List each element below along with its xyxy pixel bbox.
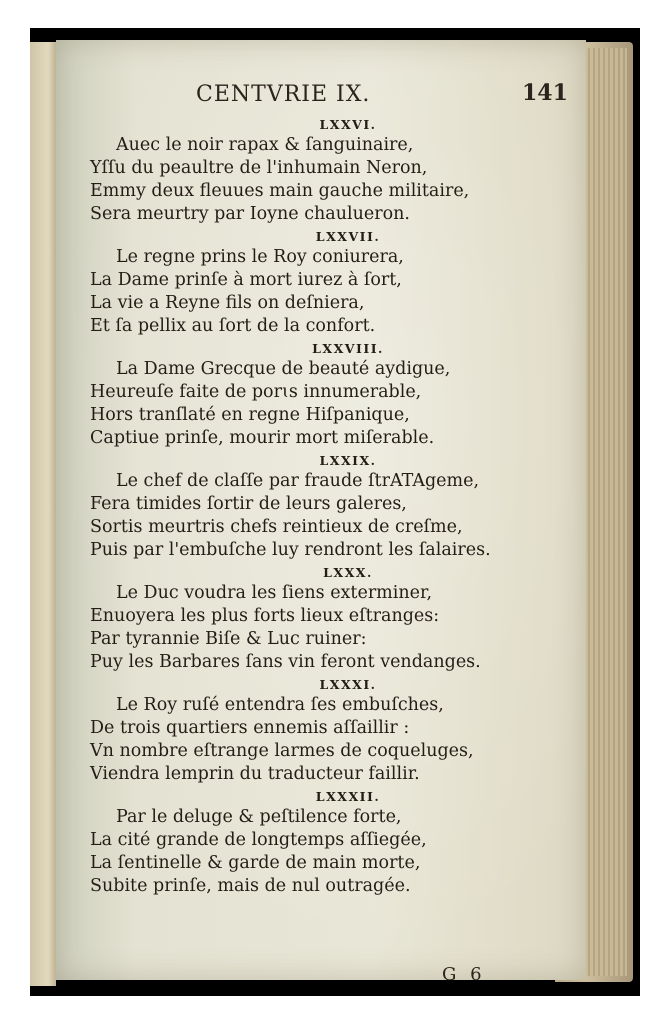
verse-line: La vie a Reyne fils on deſniera, xyxy=(90,293,365,313)
page-number: 141 xyxy=(522,80,568,106)
quatrain xyxy=(90,114,580,226)
quatrain-number: LXXXI. xyxy=(319,677,377,692)
running-title: CENTVRIE IX. xyxy=(196,82,371,107)
verse-line: Auec le noir rapax & ſanguinaire, xyxy=(116,135,414,155)
quatrain xyxy=(90,338,580,450)
left-page-edge xyxy=(30,42,56,986)
verse-line: Heureuſe faite de porɩs innumerable, xyxy=(90,382,422,402)
verse-line: Captiue prinſe, mourir mort miſerable. xyxy=(90,428,435,448)
book-page xyxy=(56,40,586,985)
verse-line: Par tyrannie Biſe & Luc ruiner: xyxy=(90,629,367,649)
verse-line: Le Roy ruſé entendra ſes embuſches, xyxy=(116,695,444,715)
verse-line: Subite prinſe, mais de nul outragée. xyxy=(90,876,411,896)
verse-line: La Dame Grecque de beauté aydigue, xyxy=(116,359,451,379)
verse-text xyxy=(90,114,580,898)
quatrain-number: LXXIX. xyxy=(319,453,377,468)
verse-line: La cité grande de longtemps aſſiegée, xyxy=(90,830,427,850)
quatrain xyxy=(90,226,580,338)
verse-line: Le regne prins le Roy coniurera, xyxy=(116,247,404,267)
verse-line: Emmy deux fleuues main gauche militaire, xyxy=(90,181,470,201)
quatrain-number: LXXVIII. xyxy=(312,341,384,356)
quatrain-number: LXXVII. xyxy=(315,229,381,244)
verse-line: Sortis meurtris chefs reintieux de creſme, xyxy=(90,517,463,537)
verse-line: Viendra lemprin du traducteur faillir. xyxy=(90,764,420,784)
quatrain-number: LXXXII. xyxy=(315,789,381,804)
verse-line: Enuoyera les plus forts lieux eſtranges: xyxy=(90,606,440,626)
verse-line: La Dame prinſe à mort iurez à ſort, xyxy=(90,270,402,290)
verse-line: Puy les Barbares ſans vin feront vendanges. xyxy=(90,652,481,672)
verse-line: De trois quartiers ennemis aſſaillir : xyxy=(90,718,410,738)
verse-line: Par le deluge & peſtilence forte, xyxy=(116,807,402,827)
verse-line: Et ſa pellix au ſort de la confort. xyxy=(90,316,376,336)
verse-line: La ſentinelle & garde de main morte, xyxy=(90,853,421,873)
quatrain xyxy=(90,562,580,674)
verse-line: Sera meurtry par Ioyne chaulueron. xyxy=(90,204,410,224)
quatrain-number: LXXVI. xyxy=(319,117,377,132)
verse-line: Puis par l'embuſche luy rendront les ſalaires. xyxy=(90,540,491,560)
verse-line: Vn nombre eſtrange larmes de coqueluges, xyxy=(90,741,474,761)
quatrain xyxy=(90,450,580,562)
quatrain xyxy=(90,786,580,898)
verse-line: Hors tranſlaté en regne Hiſpanique, xyxy=(90,405,410,425)
signature-mark: G 6 xyxy=(442,964,486,985)
page-header xyxy=(196,82,576,112)
verse-line: Fera timides ſortir de leurs galeres, xyxy=(90,494,407,514)
verse-line: Le chef de claſſe par fraude ſtrATAgeme, xyxy=(116,471,480,491)
quatrain-number: LXXX. xyxy=(323,565,373,580)
quatrain xyxy=(90,674,580,786)
verse-line: Yſſu du peaultre de l'inhumain Neron, xyxy=(90,158,428,178)
verse-line: Le Duc voudra les ſiens exterminer, xyxy=(116,583,433,603)
